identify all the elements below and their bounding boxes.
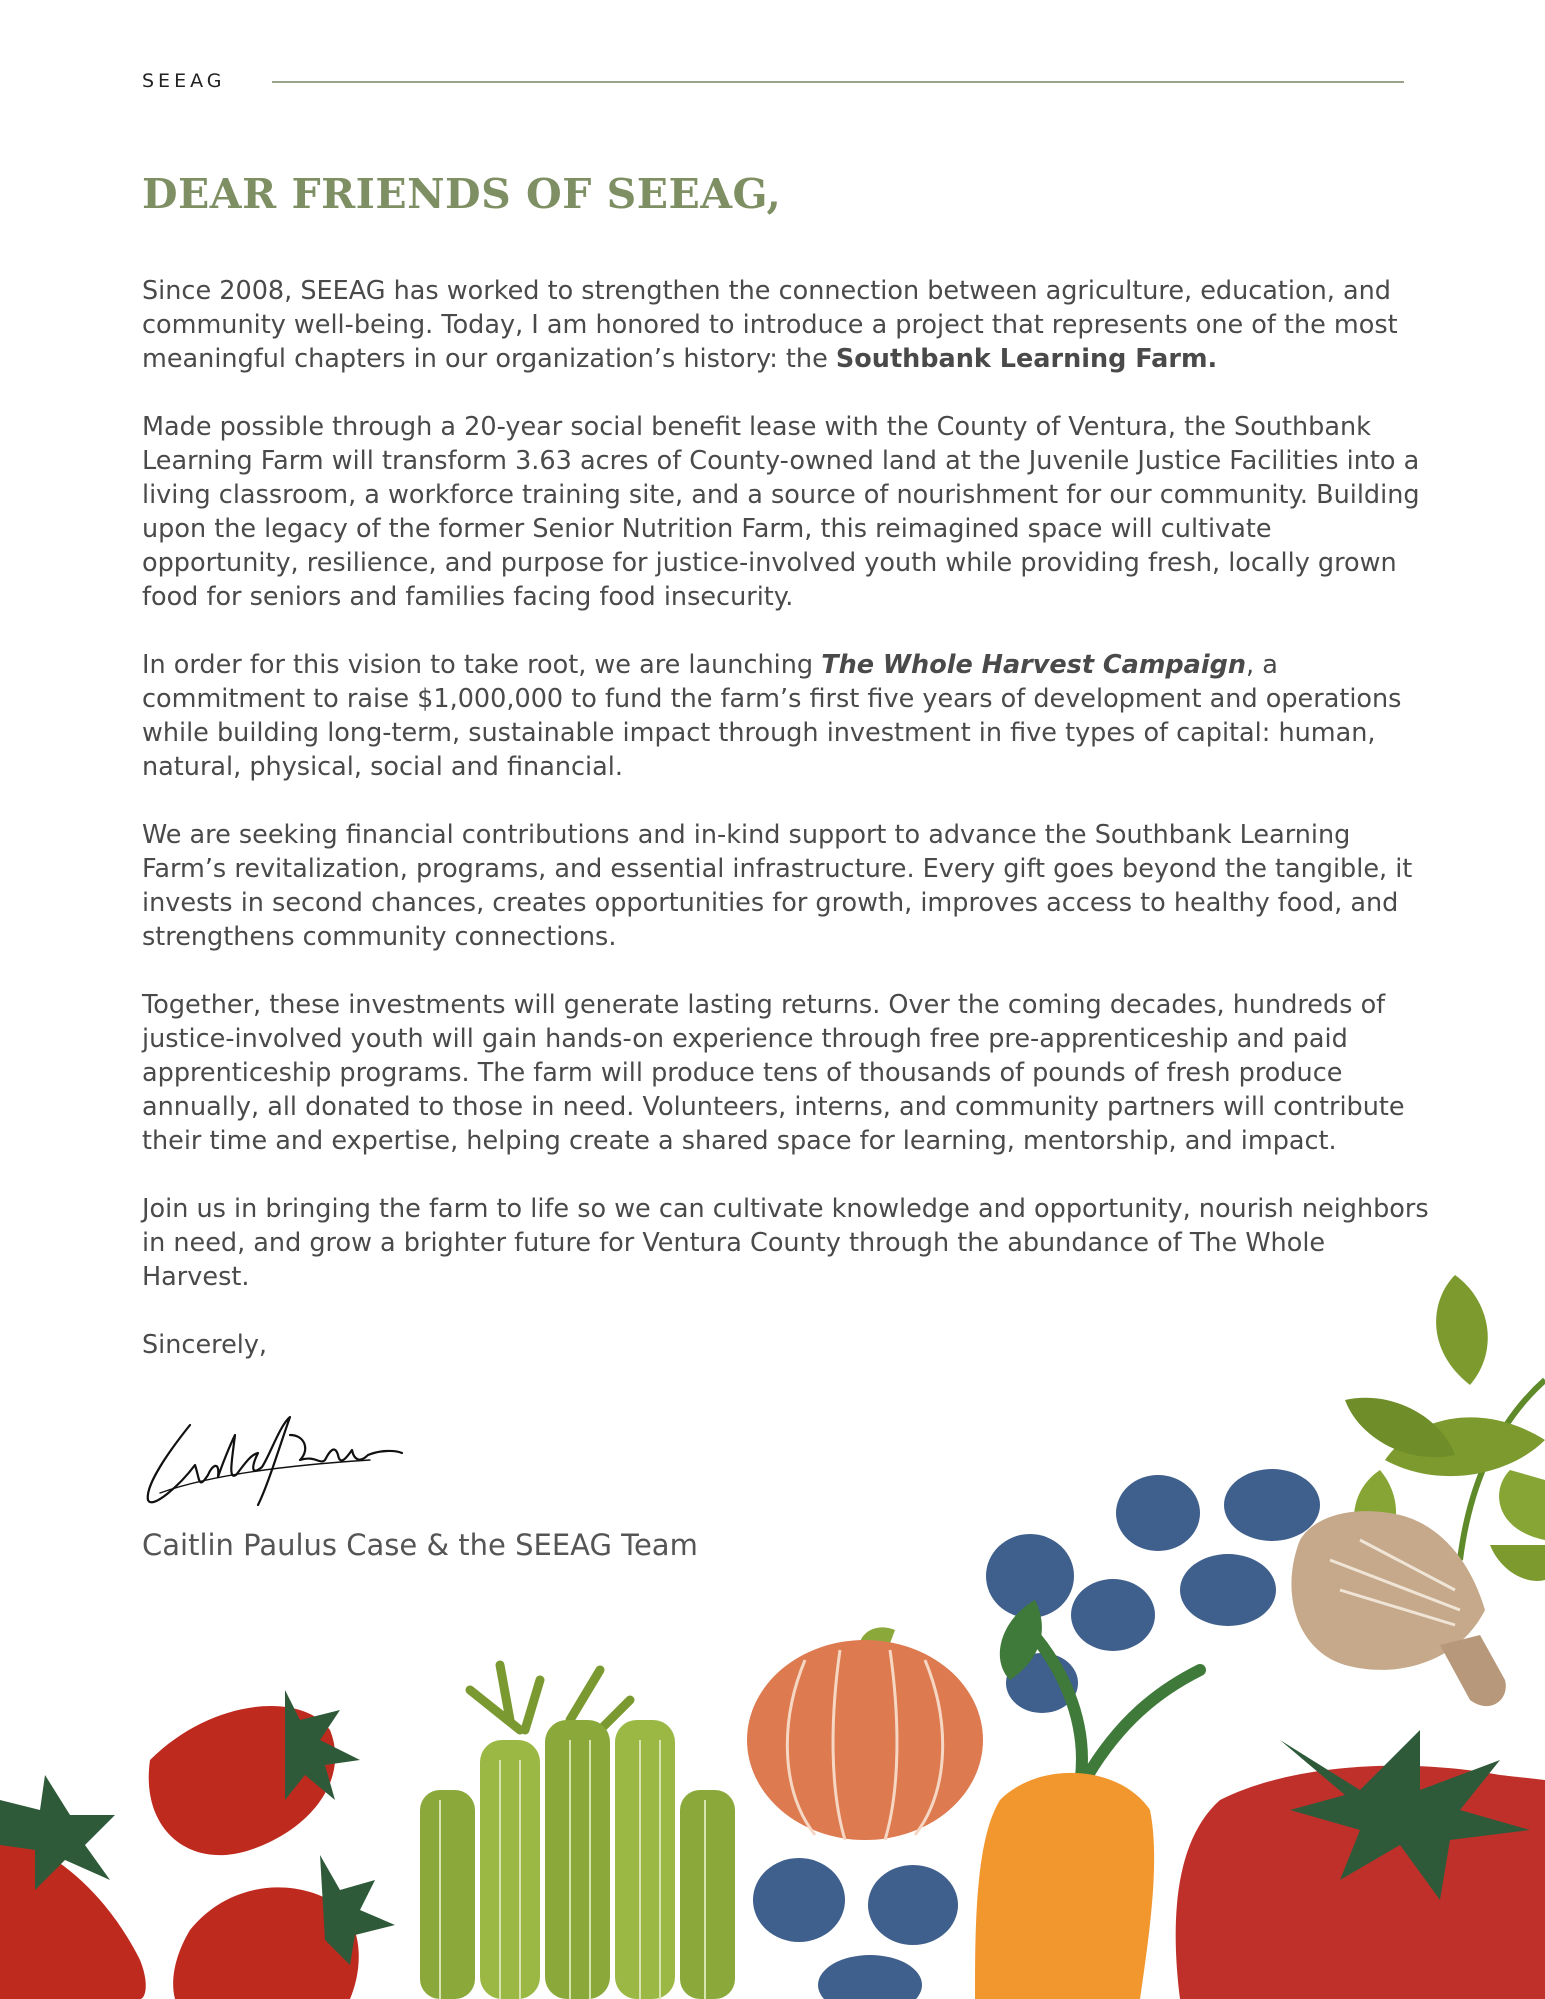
paragraph-campaign [142,648,1432,784]
paragraph-campaign-rest: , a commitment to raise $1,000,000 to fund the farm’s first five years of development and operations while building long-term, sustainable impact through investment in five types of capital: human, natural, physical, social and financial. [142,650,1402,782]
paragraph-support: We are seeking financial contributions and in-kind support to advance the Southbank Learning Farm’s revitalization, programs, and essential infrastructure. Every gift goes beyond the tangible, it invests in second chances, creates opportunities for growth, improves access to healthy food, and strengthens community connections. [142,820,1413,952]
strawberry-icon [0,1690,395,1999]
paragraph-intro [142,274,1432,376]
paragraph-intro-text: Since 2008, SEEAG has worked to strengthen the connection between agriculture, education, and community well-being. Today, I am honored to introduce a project that represents one of the most meaningful chapters in our organization’s history: the [142,276,1398,374]
farm-name: Southbank Learning Farm. [835,344,1218,374]
pumpkin-icon [747,1627,983,1840]
paragraph-returns: Together, these investments will generate lasting returns. Over the coming decades, hundreds of justice-involved youth will gain hands-on experience through free pre-apprenticeship and paid apprenticeship programs. The farm will produce tens of thousands of pounds of fresh produce annually, all donated to those in need. Volunteers, interns, and community partners will contribute their time and expertise, helping create a shared space for learning, mentorship, and impact. [142,990,1405,1156]
signer-name: Caitlin Paulus Case & the SEEAG Team [142,1528,698,1562]
blueberry-icon [753,1469,1320,1999]
paragraph-invitation: Join us in bringing the farm to life so we can cultivate knowledge and opportunity, nourish neighbors in need, and grow a brighter future for Ventura County through the abundance of The Whole Harvest. [142,1194,1429,1292]
carrot-icon [975,1600,1200,1999]
header-divider [272,81,1404,83]
brand-name: SEEAG [142,70,226,92]
letter-closing: Sincerely, [142,1330,268,1360]
paragraph-campaign-lead: In order for this vision to take root, we are launching [142,650,822,680]
signature-icon [140,1405,405,1515]
letter-body [142,274,1432,1396]
mushroom-icon [1291,1511,1505,1706]
tomato-icon [1176,1730,1545,1999]
page-header [142,66,1404,96]
celery-icon [420,1665,735,1999]
letter-greeting: DEAR FRIENDS OF SEEAG, [142,170,782,218]
campaign-name: The Whole Harvest Campaign [821,650,1247,680]
paragraph-lease: Made possible through a 20-year social benefit lease with the County of Ventura, the Southbank Learning Farm will transform 3.63 acres of County-owned land at the Juvenile Justice Facilities into a living classroom, a workforce training site, and a source of nourishment for our community. Building upon the legacy of the former Senior Nutrition Farm, this reimagined space will cultivate opportunity, resilience, and purpose for justice-involved youth while providing fresh, locally grown food for seniors and families facing food insecurity. [142,412,1420,612]
